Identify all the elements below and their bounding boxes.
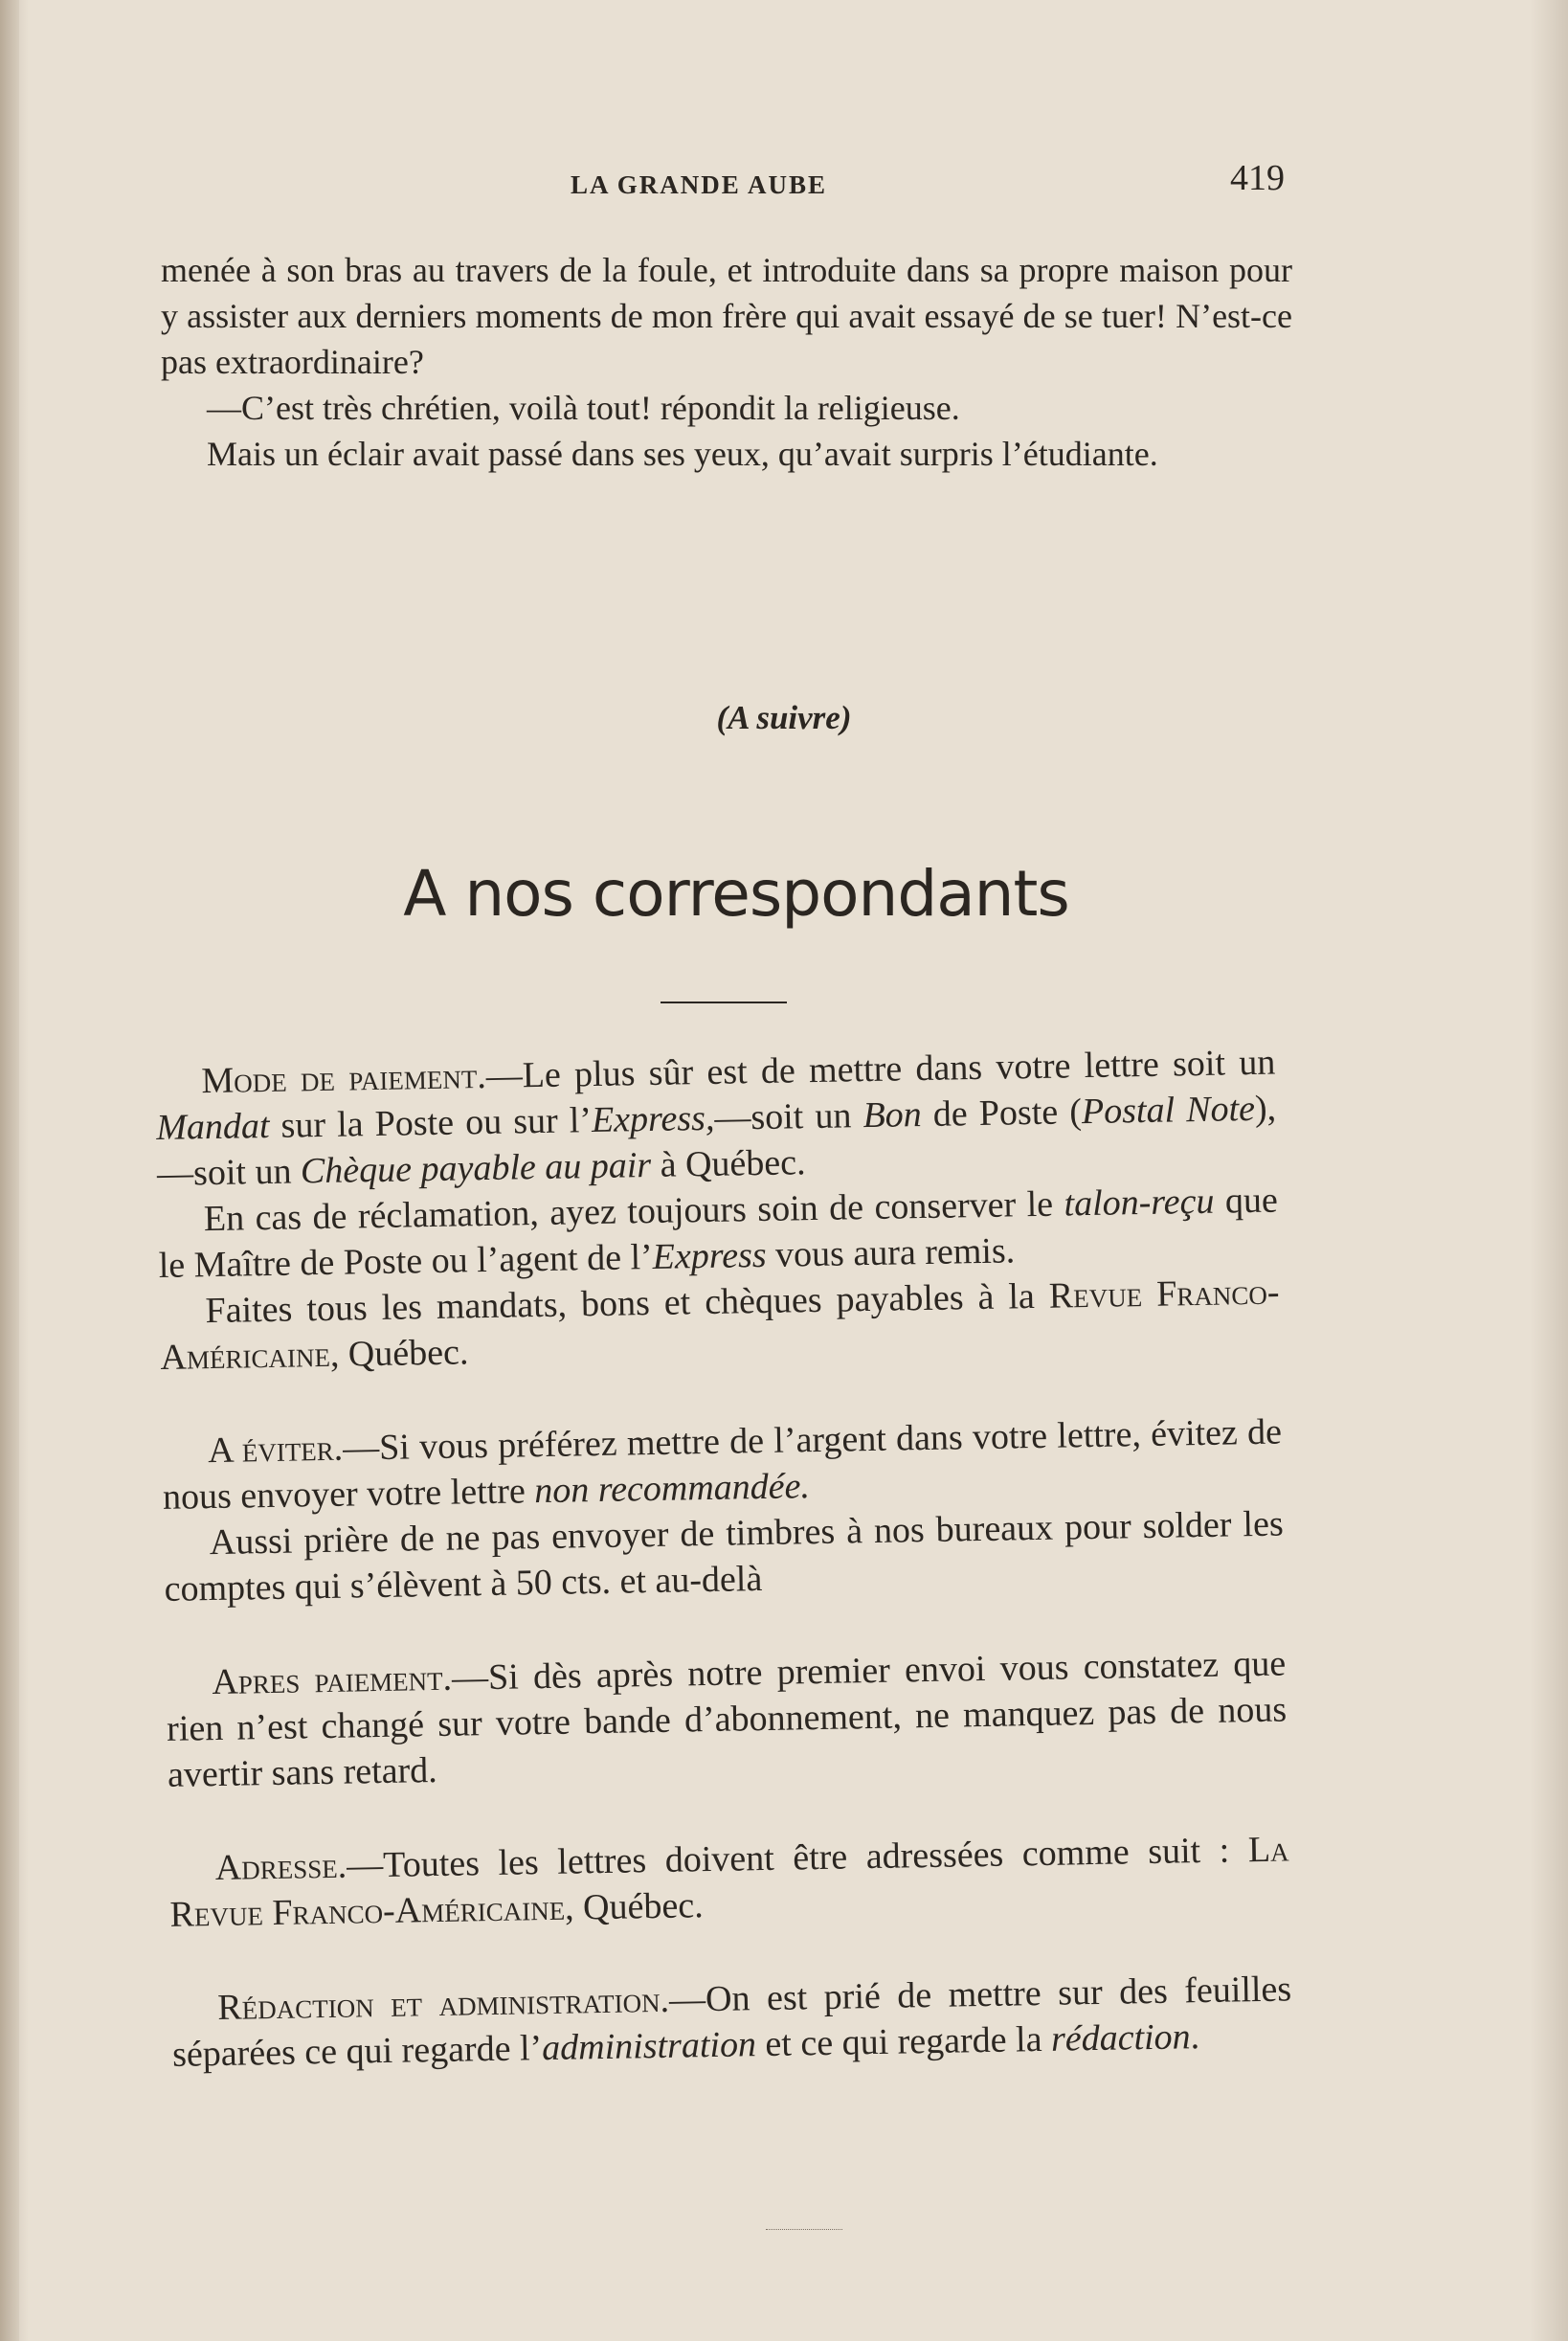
notice-after-payment — [166, 1640, 1288, 1797]
notice-heading: Adresse. — [214, 1845, 347, 1889]
footer-ornament — [766, 2229, 842, 2231]
notice-text: —Si vous préférez mettre de l’argent dans votre lettre, évitez de nous envoyer votre lettre — [162, 1411, 1283, 1518]
notice-heading: Mode de paiement. — [201, 1055, 487, 1102]
notice-text: —Si dès après notre premier envoi vous constatez que rien n’est changé sur votre bande d’abonnement, ne manquez pas de nous avertir sans retard. — [166, 1643, 1288, 1795]
notice-address-paragraph — [168, 1826, 1289, 1937]
notice-text: En cas de réclamation, ayez toujours soin de conserver le — [203, 1183, 1064, 1240]
notice-text: Faites tous les mandats, bons et chèques payables à la — [205, 1275, 1050, 1332]
notice-text: —Toutes les lettres doivent être adressées comme suit : — [346, 1830, 1249, 1886]
emphasis-express: Express — [652, 1234, 767, 1277]
notice-text: —soit un — [714, 1095, 863, 1138]
notice-text: vous aura remis. — [766, 1230, 1016, 1275]
correspondents-notices — [155, 1040, 1293, 2126]
notice-payment-paragraph — [155, 1040, 1277, 1197]
notice-heading: Rédaction et administration. — [216, 1979, 670, 2029]
running-title: LA GRANDE AUBE — [571, 170, 828, 199]
notice-text: , Québec. — [564, 1885, 704, 1928]
page-number: 419 — [1230, 158, 1285, 198]
notice-text: —Le plus sûr est de mettre dans votre lettre soit un — [485, 1042, 1276, 1096]
notice-text: que le Maître de Poste ou l’agent de l’ — [158, 1180, 1279, 1286]
emphasis-talon-recu: talon-reçu — [1064, 1181, 1215, 1225]
notice-payable-paragraph — [159, 1270, 1280, 1381]
notice-text: et ce qui regarde la — [755, 2018, 1052, 2065]
notice-stamps-paragraph: Aussi prière de ne pas envoyer de timbres à nos bureaux pour solder les comptes qui s’élèvent à 50 cts. et au-delà — [164, 1503, 1285, 1609]
to-be-continued: (A suivre) — [716, 699, 852, 736]
section-divider — [661, 1002, 787, 1003]
emphasis-redaction: rédaction — [1050, 2016, 1191, 2060]
revue-name: Revue Franco-Américaine — [169, 1887, 566, 1935]
emphasis-express: Express, — [591, 1097, 715, 1141]
notice-text: —On est prié de mettre sur des feuilles séparées ce qui regarde l’ — [171, 1969, 1292, 2075]
revue-name: Revue Franco-Américaine — [160, 1272, 1280, 1378]
address-la: La — [1247, 1829, 1289, 1871]
emphasis-postal-note: Postal Note — [1081, 1088, 1256, 1133]
story-paragraph-2: —C’est très chrétien, voilà tout! répondit la religieuse. — [207, 389, 960, 427]
notice-heading: A éviter. — [207, 1428, 344, 1472]
notice-text: sur la Poste ou sur l’ — [269, 1100, 593, 1146]
notice-heading: Apres paiement. — [212, 1657, 453, 1703]
story-text — [161, 247, 1292, 477]
section-title: A nos correspondants — [403, 857, 1069, 931]
notice-avoid — [162, 1409, 1285, 1612]
notice-text: à Québec. — [650, 1142, 806, 1185]
notice-text: , Québec. — [329, 1332, 469, 1375]
notice-text: ),—soit un — [156, 1088, 1277, 1194]
emphasis-non-recommandee: non recommandée. — [533, 1466, 811, 1512]
emphasis-administration: administration — [541, 2024, 757, 2069]
notice-address — [168, 1826, 1289, 1937]
notice-editorial — [171, 1966, 1292, 2077]
notice-editorial-paragraph — [171, 1966, 1292, 2077]
emphasis-bon: Bon — [862, 1094, 923, 1137]
story-paragraph-3: Mais un éclair avait passé dans ses yeux, qu’avait surpris l’étudiante. — [207, 435, 1158, 473]
emphasis-mandat: Mandat — [155, 1105, 270, 1148]
notice-text: de Poste ( — [921, 1092, 1083, 1136]
notice-payment-mode — [155, 1040, 1281, 1381]
notice-text: . — [1190, 2016, 1200, 2058]
page-binding-edge — [0, 0, 19, 2341]
emphasis-cheque: Chèque payable au pair — [300, 1144, 652, 1192]
story-paragraph-1: menée à son bras au travers de la foule, et introduite dans sa propre maison pour y assister aux derniers moments de mon frère qui avait essayé de se tuer! N’est-ce pas extraordinaire? — [161, 251, 1292, 381]
notice-after-payment-paragraph — [166, 1640, 1288, 1797]
